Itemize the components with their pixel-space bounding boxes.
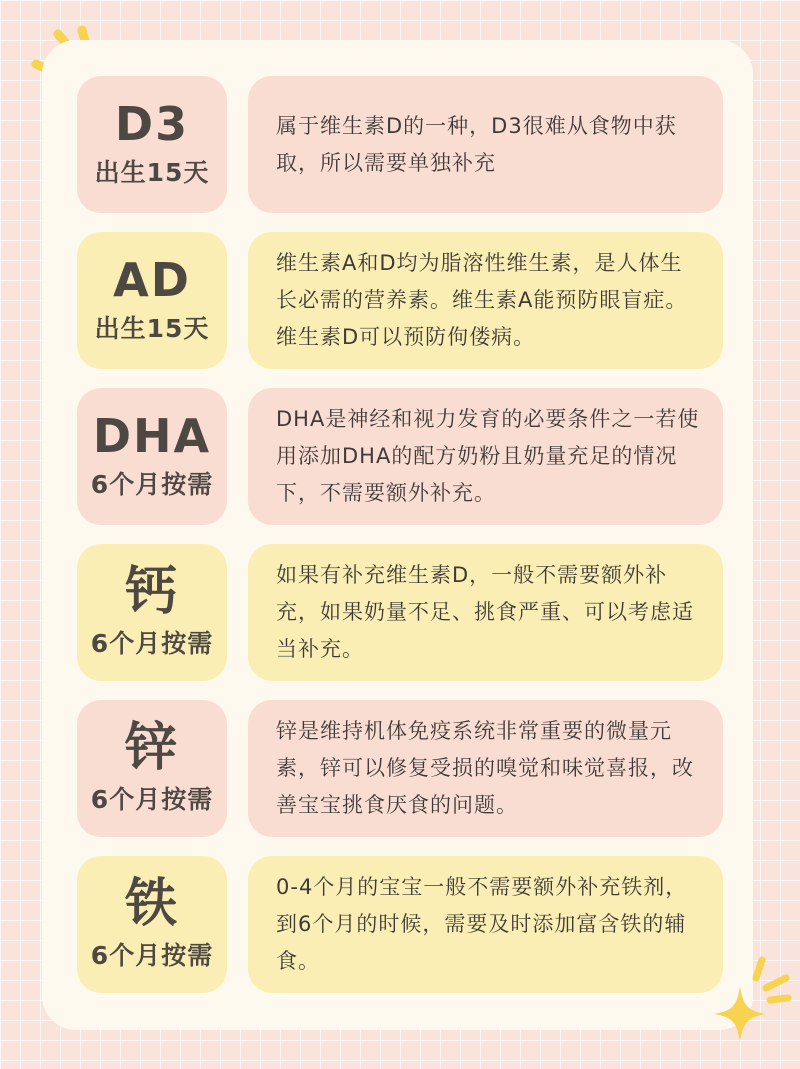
supplement-tag	[77, 856, 227, 993]
supplement-row-zinc	[77, 700, 723, 837]
supplement-timing: 出生15天	[94, 313, 210, 343]
supplement-row-calcium	[77, 544, 723, 681]
supplement-tag	[77, 700, 227, 837]
sparkle-star-icon	[708, 948, 798, 1048]
supplement-description	[248, 76, 723, 213]
description-text: DHA是神经和视力发育的必要条件之一若使用添加DHA的配方奶粉且奶量充足的情况下，不需要额外补充。	[276, 407, 700, 505]
supplement-tag	[77, 544, 227, 681]
supplement-row-iron	[77, 856, 723, 993]
supplement-tag	[77, 388, 227, 525]
supplement-name: 铁	[124, 873, 179, 934]
supplement-name: AD	[113, 252, 191, 307]
description-text: 属于维生素D的一种，D3很难从食物中获取，所以需要单独补充	[276, 113, 677, 175]
supplement-timing: 出生15天	[94, 157, 210, 187]
supplement-row-d3	[77, 76, 723, 213]
supplement-tag	[77, 232, 227, 369]
supplement-timing: 6个月按需	[90, 628, 214, 658]
supplement-name: D3	[114, 96, 190, 151]
supplement-name: 锌	[124, 717, 179, 778]
supplement-description	[248, 388, 723, 525]
supplement-row-ad	[77, 232, 723, 369]
supplement-description	[248, 700, 723, 837]
supplement-timing: 6个月按需	[90, 940, 214, 970]
description-text: 维生素A和D均为脂溶性维生素，是人体生长必需的营养素。维生素A能预防眼盲症。维生素D可以预防佝偻病。	[276, 251, 688, 349]
supplement-name: DHA	[92, 408, 212, 463]
supplement-description	[248, 232, 723, 369]
supplement-name: 钙	[124, 561, 179, 622]
supplement-description	[248, 856, 723, 993]
supplement-description	[248, 544, 723, 681]
supplement-timing: 6个月按需	[90, 784, 214, 814]
supplement-tag	[77, 76, 227, 213]
description-text: 锌是维持机体免疫系统非常重要的微量元素，锌可以修复受损的嗅觉和味觉喜报，改善宝宝挑食厌食的问题。	[276, 719, 694, 817]
description-text: 如果有补充维生素D，一般不需要额外补充，如果奶量不足、挑食严重、可以考虑适当补充。	[276, 563, 694, 661]
description-text: 0-4个月的宝宝一般不需要额外补充铁剂，到6个月的时候，需要及时添加富含铁的辅食。	[276, 875, 688, 973]
supplement-row-dha	[77, 388, 723, 525]
supplement-timing: 6个月按需	[90, 469, 214, 499]
